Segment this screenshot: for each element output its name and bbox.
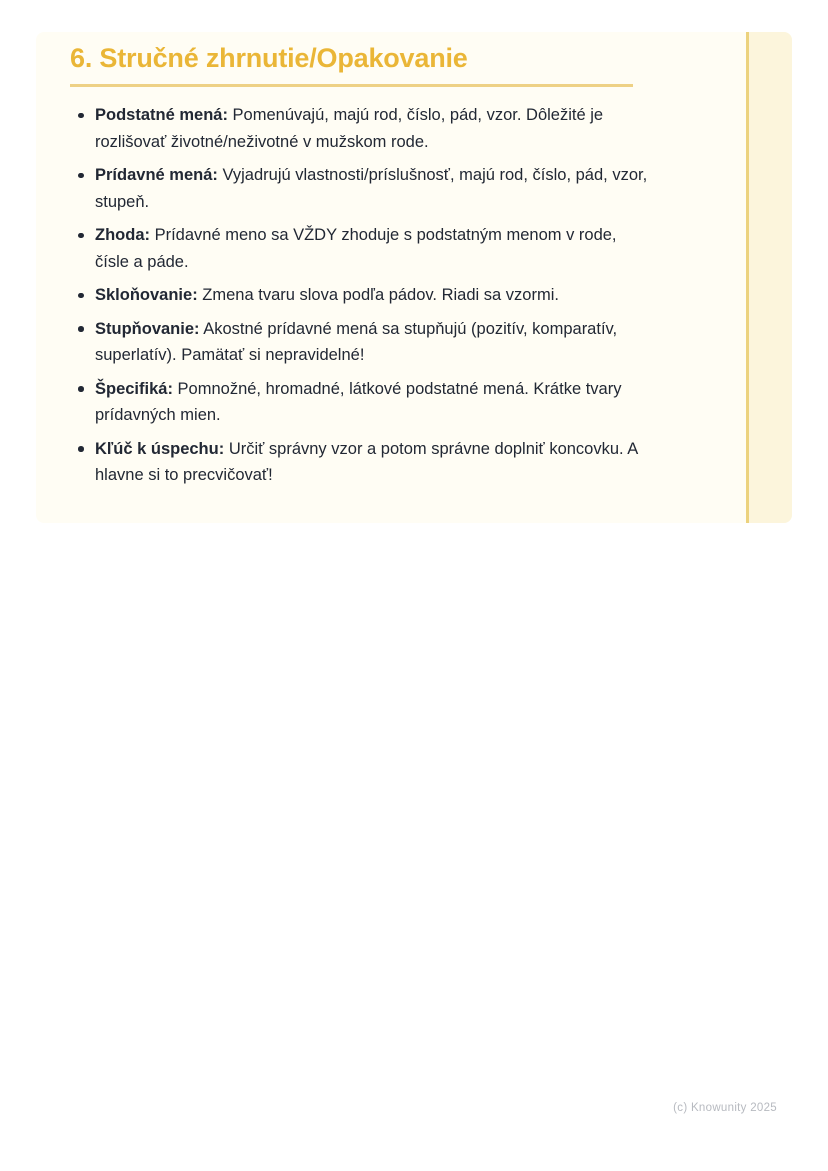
- list-item: [70, 376, 655, 429]
- list-item: [70, 282, 655, 309]
- list-item: [70, 316, 655, 369]
- title-underline: [70, 84, 633, 87]
- bullet-icon: [78, 233, 84, 239]
- bullet-icon: [78, 173, 84, 179]
- summary-list: [70, 102, 655, 496]
- list-item: [70, 102, 655, 155]
- copyright-footer: (c) Knowunity 2025: [673, 1102, 777, 1114]
- list-item: [70, 436, 655, 489]
- bullet-icon: [78, 113, 84, 119]
- bullet-icon: [78, 326, 84, 332]
- item-lead: Skloňovanie:: [95, 286, 198, 304]
- item-lead: Zhoda:: [95, 226, 150, 244]
- item-lead: Prídavné mená:: [95, 166, 218, 184]
- item-text: Prídavné meno sa VŽDY zhoduje s podstatným menom v rode, čísle a páde.: [95, 226, 617, 271]
- bullet-icon: [78, 386, 84, 392]
- item-text: Určiť správny vzor a potom správne doplniť koncovku. A hlavne si to precvičovať!: [95, 439, 638, 484]
- item-text: Pomnožné, hromadné, látkové podstatné mená. Krátke tvary prídavných mien.: [95, 379, 622, 424]
- list-item: [70, 162, 655, 215]
- summary-card: [36, 32, 792, 523]
- item-lead: Kľúč k úspechu:: [95, 439, 225, 458]
- item-text: Akostné prídavné mená sa stupňujú (pozitív, komparatív, superlatív). Pamätať si nepravidelné!: [95, 319, 618, 364]
- item-text: Vyjadrujú vlastnosti/príslušnosť, majú rod, číslo, pád, vzor, stupeň.: [95, 166, 648, 211]
- card-accent-line: [746, 32, 749, 523]
- card-accent-strip: [749, 32, 792, 523]
- item-lead: Špecifiká:: [95, 379, 173, 398]
- section-title: 6. Stručné zhrnutie/Opakovanie: [70, 43, 468, 73]
- item-text: Zmena tvaru slova podľa pádov. Riadi sa vzormi.: [202, 286, 559, 304]
- item-lead: Stupňovanie:: [95, 319, 200, 338]
- item-lead: Podstatné mená:: [95, 106, 228, 124]
- list-item: [70, 222, 655, 275]
- bullet-icon: [78, 446, 84, 452]
- item-text: Pomenúvajú, majú rod, číslo, pád, vzor. Dôležité je rozlišovať životné/neživotné v mužskom rode.: [95, 106, 604, 151]
- bullet-icon: [78, 293, 84, 299]
